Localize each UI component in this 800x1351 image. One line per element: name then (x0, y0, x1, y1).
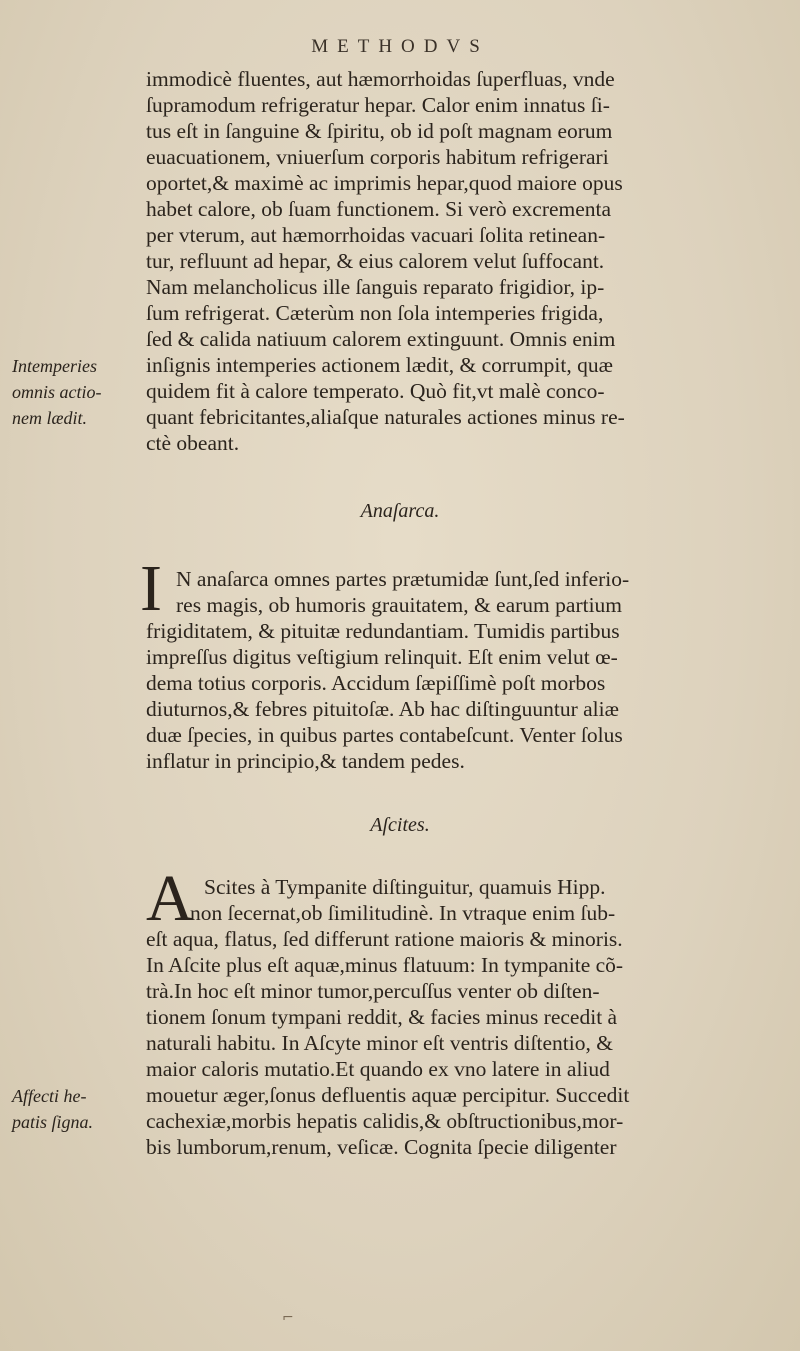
text-line: dema totius corporis. Accidum ſæpiſſimè poſt morbos (146, 671, 606, 695)
text-line: quant febricitantes,aliaſque naturales actiones minus re- (146, 405, 625, 429)
text-line: inſignis intemperies actionem lædit, & corrumpit, quæ (146, 353, 613, 377)
text-line: quidem fit à calore temperato. Quò fit,vt malè conco- (146, 379, 605, 403)
text-line: duæ ſpecies, in quibus partes contabeſcunt. Venter ſolus (146, 723, 623, 747)
text-line: Scites à Tympanite diſtinguitur, quamuis Hipp. (204, 875, 606, 899)
text-line: ſupramodum refrigeratur hepar. Calor enim innatus ſi- (146, 93, 610, 117)
text-line: tus eſt in ſanguine & ſpiritu, ob id poſt magnam eorum (146, 119, 613, 143)
text-line: immodicè fluentes, aut hæmorrhoidas ſuperfluas, vnde (146, 67, 615, 91)
text-line: diuturnos,& febres pituitoſæ. Ab hac diſtinguuntur aliæ (146, 697, 619, 721)
drop-cap-a: A (146, 862, 194, 935)
text-line: non ſecernat,ob ſimilitudinè. In vtraque enim ſub- (190, 901, 616, 925)
ink-mark: ⌐ (282, 1310, 294, 1326)
section-heading-ascites: Aſcites. (370, 814, 430, 836)
section-heading-anasarca: Anaſarca. (360, 500, 440, 522)
text-line: bis lumborum,renum, veſicæ. Cognita ſpecie diligenter (146, 1135, 617, 1159)
margin-note-line: omnis actio- (12, 382, 102, 402)
text-line: In Aſcite plus eſt aquæ,minus flatuum: In tympanite cõ- (146, 953, 624, 977)
text-line: Nam melancholicus ille ſanguis reparato frigidior, ip- (146, 275, 605, 299)
text-line: tionem ſonum tympani reddit, & facies minus recedit à (146, 1005, 618, 1029)
margin-note-line: Affecti he- (12, 1086, 87, 1106)
text-line: habet calore, ob ſuam functionem. Si verò excrementa (146, 197, 612, 221)
text-line: ſum refrigerat. Cæterùm non ſola intemperies frigida, (146, 301, 604, 325)
text-line: mouetur æger,ſonus defluentis aquæ percipitur. Succedit (146, 1083, 630, 1107)
text-line: ſed & calida natiuum calorem extinguunt. Omnis enim (146, 327, 616, 351)
text-line: maior caloris mutatio.Et quando ex vno latere in aliud (146, 1057, 610, 1081)
text-line: frigiditatem, & pituitæ redundantiam. Tumidis partibus (146, 619, 620, 643)
running-head: METHODVS (311, 36, 489, 57)
text-line: eſt aqua, flatus, ſed differunt ratione maioris & minoris. (146, 927, 623, 951)
text-line: inflatur in principio,& tandem pedes. (146, 749, 465, 773)
text-line: impreſſus digitus veſtigium relinquit. Eſt enim velut œ- (146, 645, 618, 669)
margin-note-line: patis ſigna. (12, 1112, 94, 1132)
text-line: N anaſarca omnes partes prætumidæ ſunt,ſed inferio- (176, 567, 630, 591)
text-line: tur, refluunt ad hepar, & eius calorem velut ſuffocant. (146, 249, 605, 273)
text-line: res magis, ob humoris grauitatem, & earum partium (176, 593, 623, 617)
text-line: ctè obeant. (146, 431, 240, 455)
text-line: cachexiæ,morbis hepatis calidis,& obſtructionibus,mor- (146, 1109, 624, 1133)
text-line: per vterum, aut hæmorrhoidas vacuari ſolita retinean- (146, 223, 606, 247)
margin-note-line: nem lædit. (12, 408, 87, 428)
text-line: oportet,& maximè ac imprimis hepar,quod maiore opus (146, 171, 623, 195)
drop-cap-i: I (140, 552, 162, 625)
text-line: trà.In hoc eſt minor tumor,percuſſus venter ob diſten- (146, 979, 600, 1003)
text-line: euacuationem, vniuerſum corporis habitum refrigerari (146, 145, 609, 169)
margin-note-line: Intemperies (12, 356, 97, 376)
text-line: naturali habitu. In Aſcyte minor eſt ventris diſtentio, & (146, 1031, 613, 1055)
